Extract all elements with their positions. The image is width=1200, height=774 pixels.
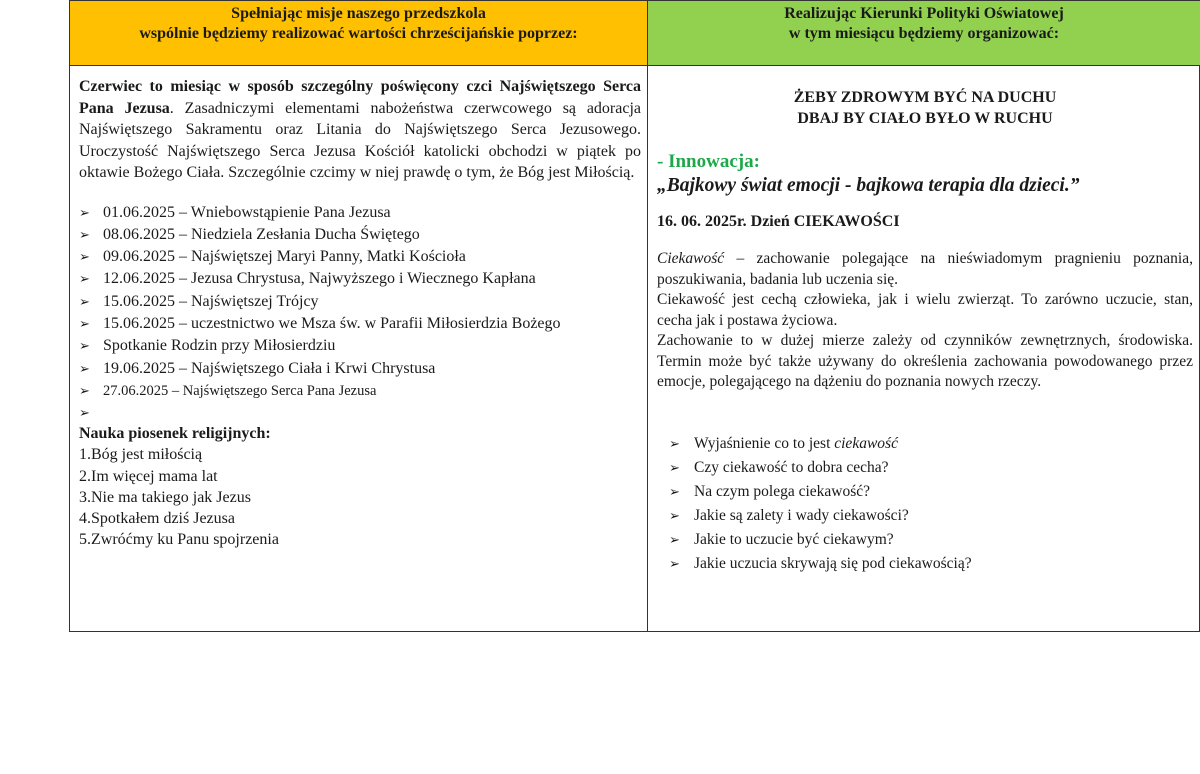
arrow-icon: ➢ (79, 249, 90, 265)
arrow-icon: ➢ (669, 483, 680, 499)
list-item: ➢ Jakie to uczucie być ciekawym? (657, 528, 1193, 552)
list-item-empty (79, 402, 641, 424)
list-item: ➢ Czy ciekawość to dobra cecha? (657, 456, 1193, 480)
list-item: ➢ Na czym polega ciekawość? (657, 480, 1193, 504)
right-column (657, 87, 1193, 576)
song-item: 2.Im więcej mama lat (79, 467, 218, 485)
description-p1: Ciekawość – zachowanie polegające na nieświadomym pragnieniu poznania, poszukiwania, badania lub uczenia się. (657, 250, 1193, 288)
slogan: ŻEBY ZDROWYM BYĆ NA DUCHU DBAJ BY CIAŁO BYŁO W RUCHU (793, 89, 1057, 127)
songs-title: Nauka piosenek religijnych: (79, 425, 271, 443)
list-item: ➢ 15.06.2025 – Najświętszej Trójcy (79, 291, 641, 313)
arrow-icon: ➢ (669, 507, 680, 523)
description-p2: Ciekawość jest cechą człowieka, jak i wielu zwierząt. To zarówno uczucie, stan, cecha jak i postawa życiowa. (657, 291, 1193, 329)
program-table (69, 0, 1200, 632)
arrow-icon: ➢ (669, 555, 680, 571)
arrow-icon: ➢ (669, 459, 680, 475)
arrow-icon: ➢ (79, 204, 90, 220)
header-policy (648, 1, 1200, 65)
description (657, 249, 1193, 393)
events-list (79, 202, 641, 425)
header-mission-line1: Spełniając misje naszego przedszkola (231, 5, 486, 22)
list-item: ➢ 27.06.2025 – Najświętszego Serca Pana Jezusa (79, 380, 641, 402)
list-item: ➢ 19.06.2025 – Najświętszego Ciała i Krwi Chrystusa (79, 358, 641, 380)
intro-paragraph (79, 76, 641, 184)
header-mission (70, 1, 647, 65)
arrow-icon: ➢ (669, 531, 680, 547)
day-heading: 16. 06. 2025r. Dzień CIEKAWOŚCI (657, 213, 900, 230)
list-item: ➢ 15.06.2025 – uczestnictwo we Msza św. w Parafii Miłosierdzia Bożego (79, 313, 641, 335)
arrow-icon: ➢ (79, 293, 90, 309)
arrow-icon: ➢ (79, 338, 90, 354)
innovation-title: „Bajkowy świat emocji - bajkowa terapia dla dzieci.” (657, 175, 1080, 196)
description-p3: Zachowanie to w dużej mierze zależy od czynników zewnętrznych, środowiska. Termin może być także używany do określenia zachowania powodowanego przez emocje, polegającego na dążeniu do poznania nowych rzeczy. (657, 332, 1193, 390)
header-policy-line1: Realizując Kierunki Polityki Oświatowej (784, 5, 1064, 22)
list-item: ➢ 09.06.2025 – Najświętszej Maryi Panny, Matki Kościoła (79, 246, 641, 268)
list-item: ➢ 12.06.2025 – Jezusa Chrystusa, Najwyższego i Wiecznego Kapłana (79, 268, 641, 290)
list-item: ➢ Spotkanie Rodzin przy Miłosierdziu (79, 335, 641, 357)
arrow-icon: ➢ (79, 271, 90, 287)
column-divider (647, 1, 648, 632)
header-divider (70, 65, 1200, 66)
arrow-icon: ➢ (79, 382, 90, 398)
arrow-icon: ➢ (79, 315, 90, 331)
list-item: ➢ Wyjaśnienie co to jest ciekawość (657, 432, 1193, 456)
header-mission-line2: wspólnie będziemy realizować wartości chrześcijańskie poprzez: (139, 25, 578, 42)
arrow-icon: ➢ (79, 360, 90, 376)
innovation-label: - Innowacja: (657, 151, 760, 172)
song-item: 5.Zwróćmy ku Panu spojrzenia (79, 531, 279, 549)
arrow-icon: ➢ (79, 226, 90, 242)
questions-list (657, 432, 1193, 576)
intro-rest: . Zasadniczymi elementami nabożeństwa czerwcowego są adoracja Najświętszego Sakramentu oraz Litania do Najświętszego Serca Jezusowego. Uroczystość Najświętszego Serca Jezusa Kościół katolicki obchodzi w piątek po oktawie Bożego Ciała. Szczególnie czcimy w niej prawdę o tym, że Bóg jest Miłością. (79, 99, 641, 181)
arrow-icon: ➢ (669, 435, 680, 451)
intro-bold: Czerwiec to miesiąc w sposób szczególny poświęcony czci Najświętszego Serca Pana Jezusa (79, 78, 641, 117)
song-item: 4.Spotkałem dziś Jezusa (79, 510, 235, 528)
song-item: 1.Bóg jest miłością (79, 446, 203, 464)
song-item: 3.Nie ma takiego jak Jezus (79, 488, 251, 506)
arrow-icon: ➢ (79, 405, 90, 421)
header-policy-line2: w tym miesiącu będziemy organizować: (788, 25, 1060, 42)
list-item: ➢ 01.06.2025 – Wniebowstąpienie Pana Jezusa (79, 202, 641, 224)
list-item: ➢ 08.06.2025 – Niedziela Zesłania Ducha Świętego (79, 224, 641, 246)
list-item: ➢ Jakie uczucia skrywają się pod ciekawością? (657, 552, 1193, 576)
left-column (79, 76, 641, 550)
list-item: ➢ Jakie są zalety i wady ciekawości? (657, 504, 1193, 528)
